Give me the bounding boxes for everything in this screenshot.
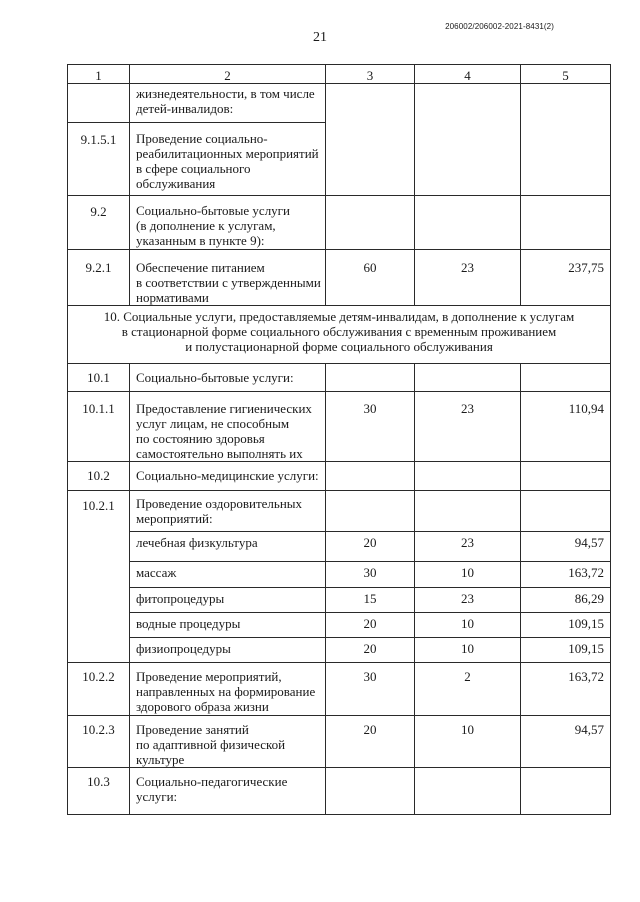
duration-value: 20 (326, 638, 415, 663)
table-row (68, 768, 611, 815)
item-name: жизнедеятельности, в том числе детей-инвалидов: (130, 84, 326, 123)
item-code: 10.2.2 (68, 663, 130, 716)
table-row (68, 638, 611, 663)
empty-cell (521, 491, 611, 532)
item-code: 9.1.5.1 (68, 123, 130, 196)
tariff-value: 163,72 (521, 562, 611, 588)
column-header: 2 (130, 65, 326, 84)
document-reference: 206002/206002-2021-8431(2) (445, 22, 554, 31)
sub-item-name: водные процедуры (130, 613, 326, 638)
duration-value: 20 (326, 532, 415, 562)
table-row (68, 462, 611, 491)
empty-cell (521, 84, 611, 196)
empty-cell (415, 462, 521, 491)
item-name: Социально-бытовые услуги (в дополнение к услугам, указанным в пункте 9): (130, 196, 326, 250)
tariff-value: 94,57 (521, 716, 611, 768)
empty-cell (326, 462, 415, 491)
sub-item-name: фитопроцедуры (130, 588, 326, 613)
empty-cell (326, 364, 415, 392)
table-row (68, 84, 611, 123)
empty-cell (415, 84, 521, 196)
frequency-value: 10 (415, 613, 521, 638)
duration-value: 60 (326, 250, 415, 306)
item-code: 10.1 (68, 364, 130, 392)
item-code: 10.2 (68, 462, 130, 491)
table-row (68, 196, 611, 250)
empty-cell (521, 196, 611, 250)
item-code: 10.1.1 (68, 392, 130, 462)
table-row (68, 588, 611, 613)
section-title: 10. Социальные услуги, предоставляемые детям-инвалидам, в дополнение к услугам в стационарной форме социального обслуживания с временным проживанием и полустационарной форме социального обслуживания (68, 306, 611, 364)
frequency-value: 23 (415, 588, 521, 613)
duration-value: 30 (326, 663, 415, 716)
duration-value: 20 (326, 716, 415, 768)
empty-cell (415, 364, 521, 392)
empty-cell (415, 491, 521, 532)
tariff-value: 110,94 (521, 392, 611, 462)
empty-cell (326, 768, 415, 815)
item-code (68, 84, 130, 123)
services-tariff-table (67, 64, 611, 815)
table-row (68, 250, 611, 306)
tariff-value: 109,15 (521, 613, 611, 638)
column-header: 1 (68, 65, 130, 84)
empty-cell (521, 364, 611, 392)
frequency-value: 10 (415, 562, 521, 588)
column-header: 3 (326, 65, 415, 84)
empty-cell (326, 196, 415, 250)
table-row (68, 364, 611, 392)
sub-item-name: физиопроцедуры (130, 638, 326, 663)
tariff-value: 163,72 (521, 663, 611, 716)
section-header-row (68, 306, 611, 364)
empty-cell (326, 84, 415, 196)
column-header: 4 (415, 65, 521, 84)
tariff-value: 109,15 (521, 638, 611, 663)
page-number: 21 (313, 30, 327, 45)
table-header-row (68, 65, 611, 84)
item-code: 9.2.1 (68, 250, 130, 306)
tariff-value: 86,29 (521, 588, 611, 613)
item-code: 10.2.3 (68, 716, 130, 768)
empty-cell (415, 196, 521, 250)
item-name: Социально-медицинские услуги: (130, 462, 326, 491)
frequency-value: 10 (415, 638, 521, 663)
table-row (68, 491, 611, 532)
table-row (68, 562, 611, 588)
column-header: 5 (521, 65, 611, 84)
duration-value: 20 (326, 613, 415, 638)
item-code: 10.2.1 (68, 491, 130, 663)
frequency-value: 10 (415, 716, 521, 768)
frequency-value: 2 (415, 663, 521, 716)
frequency-value: 23 (415, 532, 521, 562)
sub-item-name: массаж (130, 562, 326, 588)
empty-cell (326, 491, 415, 532)
item-name: Проведение социально- реабилитационных мероприятий в сфере социального обслуживания (130, 123, 326, 196)
item-name: Социально-педагогические услуги: (130, 768, 326, 815)
table-row (68, 716, 611, 768)
frequency-value: 23 (415, 392, 521, 462)
empty-cell (521, 462, 611, 491)
item-code: 10.3 (68, 768, 130, 815)
table-row (68, 663, 611, 716)
tariff-value: 94,57 (521, 532, 611, 562)
tariff-value: 237,75 (521, 250, 611, 306)
item-code: 9.2 (68, 196, 130, 250)
sub-item-name: лечебная физкультура (130, 532, 326, 562)
item-name: Проведение занятий по адаптивной физической культуре (130, 716, 326, 768)
table-row (68, 613, 611, 638)
table-row (68, 532, 611, 562)
duration-value: 30 (326, 562, 415, 588)
item-name: Предоставление гигиенических услуг лицам, не способным по состоянию здоровья самостоятельно выполнять их (130, 392, 326, 462)
item-name: Проведение мероприятий, направленных на формирование здорового образа жизни (130, 663, 326, 716)
item-name: Проведение оздоровительных мероприятий: (130, 491, 326, 532)
empty-cell (521, 768, 611, 815)
duration-value: 30 (326, 392, 415, 462)
frequency-value: 23 (415, 250, 521, 306)
item-name: Обеспечение питанием в соответствии с утвержденными нормативами (130, 250, 326, 306)
duration-value: 15 (326, 588, 415, 613)
item-name: Социально-бытовые услуги: (130, 364, 326, 392)
empty-cell (415, 768, 521, 815)
table-row (68, 392, 611, 462)
